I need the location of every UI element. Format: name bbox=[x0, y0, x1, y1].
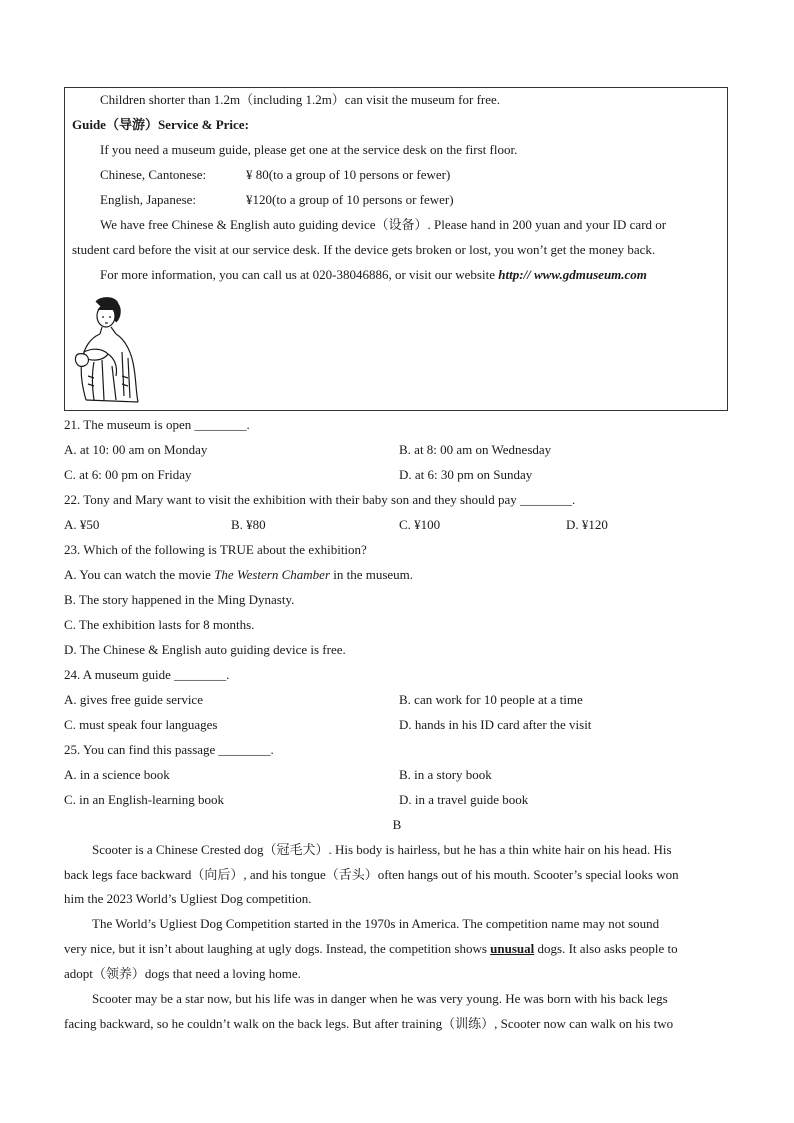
passage-p1-line3: him the 2023 World’s Ugliest Dog competition. bbox=[64, 891, 312, 906]
q23-option-a bbox=[64, 567, 413, 583]
passage-p2-line2 bbox=[64, 941, 678, 957]
q23-option-a-prefix: A. You can watch the movie bbox=[64, 567, 215, 582]
device-text-line1: We have free Chinese & English auto guiding device（设备）. Please hand in 200 yuan and your ID card or bbox=[100, 217, 667, 232]
q23-option-a-suffix: in the museum. bbox=[330, 567, 414, 582]
q23-option-b: B. The story happened in the Ming Dynasty. bbox=[64, 592, 295, 607]
movie-title: The Western Chamber bbox=[214, 567, 330, 582]
passage-p2-line2-prefix: very nice, but it isn’t about laughing at ugly dogs. Instead, the competition shows bbox=[64, 941, 491, 956]
q22-option-b: B. ¥80 bbox=[231, 517, 266, 532]
passage-p2-line3: adopt（领养）dogs that need a loving home. bbox=[64, 966, 301, 981]
q25-option-a: A. in a science book bbox=[64, 767, 170, 782]
guide-heading: Guide（导游）Service & Price: bbox=[72, 117, 249, 132]
device-text-line2: student card before the visit at our service desk. If the device gets broken or lost, you won’t get the money back. bbox=[72, 242, 656, 257]
q25-option-d: D. in a travel guide book bbox=[399, 792, 529, 807]
section-label: B bbox=[392, 817, 402, 832]
q21-option-b: B. at 8: 00 am on Wednesday bbox=[399, 442, 552, 457]
q25-option-c: C. in an English-learning book bbox=[64, 792, 224, 807]
q21-option-c: C. at 6: 00 pm on Friday bbox=[64, 467, 192, 482]
website-link[interactable]: http:// www.gdmuseum.com bbox=[498, 267, 647, 282]
passage-p3-line2: facing backward, so he couldn’t walk on the back legs. But after training（训练）, Scooter now can walk on his two bbox=[64, 1016, 674, 1031]
q22-option-a: A. ¥50 bbox=[64, 517, 100, 532]
question-25-stem: 25. You can find this passage ________. bbox=[64, 742, 274, 757]
question-22-stem: 22. Tony and Mary want to visit the exhibition with their baby son and they should pay ________. bbox=[64, 492, 576, 507]
q23-option-d: D. The Chinese & English auto guiding device is free. bbox=[64, 642, 346, 657]
passage-p1-line2: back legs face backward（向后）, and his tongue（舌头）often hangs out of his mouth. Scooter’s special looks won bbox=[64, 867, 679, 882]
q22-option-c: C. ¥100 bbox=[399, 517, 441, 532]
question-23-stem: 23. Which of the following is TRUE about the exhibition? bbox=[64, 542, 367, 557]
underlined-word: unusual bbox=[490, 941, 535, 956]
q24-option-c: C. must speak four languages bbox=[64, 717, 218, 732]
guide-desk-text: If you need a museum guide, please get one at the service desk on the first floor. bbox=[100, 142, 518, 157]
q21-option-d: D. at 6: 30 pm on Sunday bbox=[399, 467, 533, 482]
q23-option-c: C. The exhibition lasts for 8 months. bbox=[64, 617, 255, 632]
q24-option-b: B. can work for 10 people at a time bbox=[399, 692, 583, 707]
passage-p2-line1: The World’s Ugliest Dog Competition started in the 1970s in America. The competition name may not sound bbox=[92, 916, 660, 931]
contact-prefix: For more information, you can call us at 020-38046886, or visit our website bbox=[100, 267, 499, 282]
price-row-price: ¥ 80(to a group of 10 persons or fewer) bbox=[246, 167, 451, 182]
q25-option-b: B. in a story book bbox=[399, 767, 492, 782]
price-row-language: English, Japanese: bbox=[100, 192, 197, 207]
q24-option-d: D. hands in his ID card after the visit bbox=[399, 717, 592, 732]
q21-option-a: A. at 10: 00 am on Monday bbox=[64, 442, 208, 457]
q24-option-a: A. gives free guide service bbox=[64, 692, 203, 707]
q22-option-d: D. ¥120 bbox=[566, 517, 608, 532]
passage-p3-line1: Scooter may be a star now, but his life was in danger when he was very young. He was born with his back legs bbox=[92, 991, 668, 1006]
question-21-stem: 21. The museum is open ________. bbox=[64, 417, 250, 432]
children-free-text: Children shorter than 1.2m（including 1.2m）can visit the museum for free. bbox=[100, 92, 501, 107]
passage-p1-line1: Scooter is a Chinese Crested dog（冠毛犬）. His body is hairless, but he has a thin white hair on his head. His bbox=[92, 842, 672, 857]
contact-text bbox=[100, 267, 647, 283]
price-row-language: Chinese, Cantonese: bbox=[100, 167, 207, 182]
passage-p2-line2-suffix: dogs. It also asks people to bbox=[534, 941, 678, 956]
woman-illustration bbox=[72, 296, 144, 404]
question-24-stem: 24. A museum guide ________. bbox=[64, 667, 230, 682]
price-row-price: ¥120(to a group of 10 persons or fewer) bbox=[246, 192, 454, 207]
